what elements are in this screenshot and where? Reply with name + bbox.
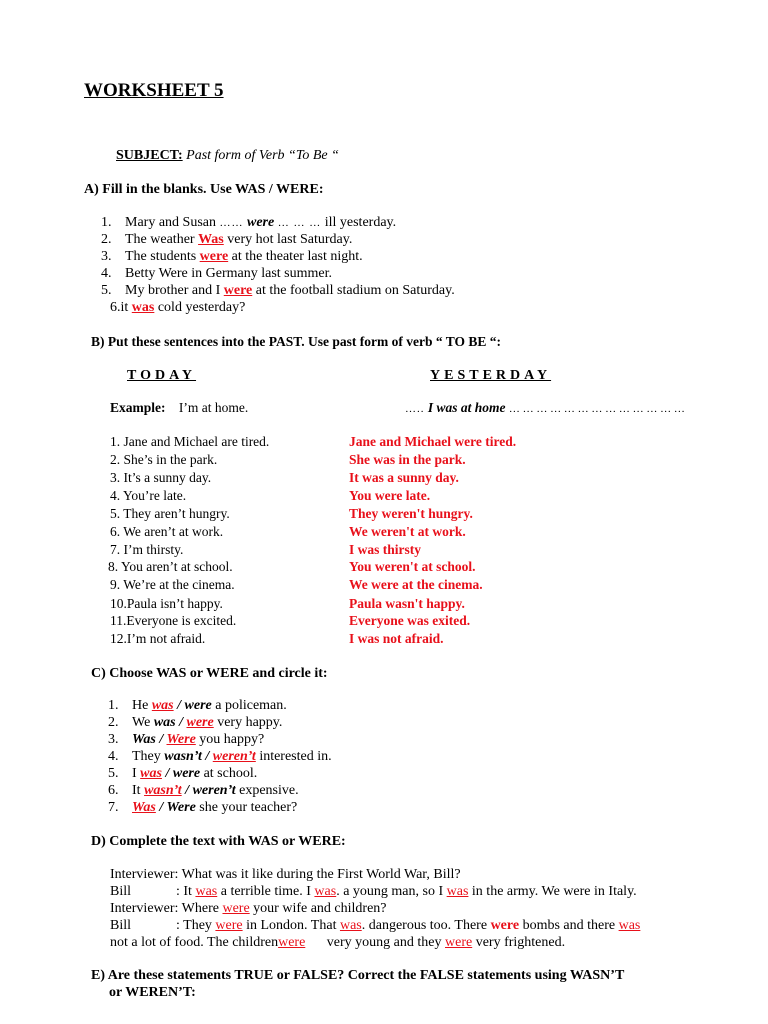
past-answer: Everyone was exited. xyxy=(349,613,471,628)
example-label: Example: xyxy=(110,400,166,415)
item-text: Mary and Susan xyxy=(125,215,216,230)
section-a-item xyxy=(101,282,455,299)
choice-selected: Was xyxy=(132,800,156,815)
answer: were xyxy=(278,935,306,950)
answer: were xyxy=(445,935,473,950)
today-sentence: 10.Paula isn’t happy. xyxy=(110,596,223,611)
item-text: at the football stadium on Saturday. xyxy=(255,283,455,298)
blank-dots: ….. xyxy=(405,403,425,415)
item-text: at the theater last night. xyxy=(231,249,363,264)
past-answer: You weren't at school. xyxy=(349,559,476,574)
item-text: it xyxy=(120,300,129,315)
answer: was xyxy=(314,884,337,899)
today-sentence: 7. I’m thirsty. xyxy=(110,542,184,557)
answer: was xyxy=(618,918,641,933)
answer: was xyxy=(339,918,362,933)
past-answer: They weren't hungry. xyxy=(349,506,473,521)
section-e-heading: E) Are these statements TRUE or FALSE? Correct the FALSE statements using WASN’T xyxy=(91,968,625,983)
item-text: My brother and I xyxy=(125,283,221,298)
section-a-item xyxy=(101,214,396,232)
example-row xyxy=(110,399,248,416)
past-answer: We were at the cinema. xyxy=(349,577,483,592)
section-a-item xyxy=(101,231,352,248)
today-sentence: 8. You aren’t at school. xyxy=(108,559,233,574)
choice-option: wasn’t xyxy=(164,749,202,764)
answer: were xyxy=(215,918,243,933)
item-text: The weather xyxy=(125,232,195,247)
past-answer: Jane and Michael were tired. xyxy=(349,434,517,449)
section-d-heading: D) Complete the text with WAS or WERE: xyxy=(91,834,346,849)
past-answer: She was in the park. xyxy=(349,452,466,467)
choice-option: were xyxy=(172,766,201,781)
choice-selected: Were xyxy=(166,732,196,747)
today-sentence: 9. We’re at the cinema. xyxy=(110,577,235,592)
dialogue-line: Bill : They were in London. That was. dangerous too. There were bombs and there was xyxy=(110,918,641,933)
today-sentence: 4. You’re late. xyxy=(110,488,187,503)
blank-dots: … … … xyxy=(277,217,322,229)
section-c-item: 2. We was / were very happy. xyxy=(108,715,283,730)
past-answer: I was thirsty xyxy=(349,542,422,557)
answer: was xyxy=(195,884,218,899)
past-answer: I was not afraid. xyxy=(349,631,444,646)
item-text: cold yesterday? xyxy=(157,300,246,315)
dialogue-line: Interviewer: What was it like during the First World War, Bill? xyxy=(110,867,461,882)
choice-selected: was xyxy=(151,698,174,713)
section-c-heading: C) Choose WAS or WERE and circle it: xyxy=(91,666,328,681)
today-sentence: 12.I’m not afraid. xyxy=(110,631,206,646)
answer: were xyxy=(222,901,250,916)
past-answer: You were late. xyxy=(349,488,431,503)
subject-text: Past form of Verb “To Be “ xyxy=(186,148,339,163)
section-c-item: 5. I was / were at school. xyxy=(108,766,258,781)
section-a-heading: A) Fill in the blanks. Use WAS / WERE: xyxy=(84,182,324,197)
subject-label: SUBJECT: xyxy=(116,148,183,163)
today-sentence: 11.Everyone is excited. xyxy=(110,613,237,628)
answer: were xyxy=(199,249,229,264)
item-number: 5. xyxy=(101,283,112,298)
item-number: 6. xyxy=(110,300,121,315)
item-number: 2. xyxy=(101,232,112,247)
example-answer: I was at home xyxy=(427,400,506,415)
choice-selected: wasn’t xyxy=(144,783,182,798)
dialogue-line: not a lot of food. The childrenwere very young and they were very frightened. xyxy=(110,935,566,950)
column-header-today: TODAY xyxy=(127,368,197,383)
item-number: 1. xyxy=(101,215,112,230)
section-b-heading: B) Put these sentences into the PAST. Use past form of verb “ TO BE “: xyxy=(91,334,501,349)
section-e-heading-cont: or WEREN’T: xyxy=(109,985,196,1000)
today-sentence: 5. They aren’t hungry. xyxy=(110,506,230,521)
section-c-item: 3. Was / Were you happy? xyxy=(108,732,265,747)
section-a-item xyxy=(101,248,363,265)
section-c-item: 1. He was / were a policeman. xyxy=(108,698,287,713)
today-sentence: 2. She’s in the park. xyxy=(110,452,218,467)
answer: was xyxy=(446,884,469,899)
choice-option: was xyxy=(153,715,176,730)
item-number: 4. xyxy=(101,266,112,281)
answer: Was xyxy=(198,232,224,247)
section-c-item: 6. It wasn’t / weren’t expensive. xyxy=(108,783,299,798)
section-c-item: 7. Was / Were she your teacher? xyxy=(108,800,298,815)
speaker: Bill xyxy=(110,918,132,933)
section-a-item xyxy=(110,299,245,316)
past-answer: It was a sunny day. xyxy=(349,470,459,485)
today-sentence: 1. Jane and Michael are tired. xyxy=(110,434,270,449)
today-sentence: 3. It’s a sunny day. xyxy=(110,470,212,485)
column-header-yesterday: YESTERDAY xyxy=(430,368,552,383)
past-answer: We weren't at work. xyxy=(349,524,466,539)
section-a-item xyxy=(101,265,332,282)
answer: were xyxy=(223,283,253,298)
choice-option: Was xyxy=(132,732,156,747)
choice-selected: was xyxy=(140,766,162,781)
section-c-item: 4. They wasn’t / weren’t interested in. xyxy=(108,749,332,764)
today-sentence: 6. We aren’t at work. xyxy=(110,524,224,539)
choice-selected: were xyxy=(186,715,214,730)
item-number: 3. xyxy=(101,249,112,264)
choice-option: Were xyxy=(166,800,196,815)
dialogue-line: Interviewer: Where were your wife and children? xyxy=(110,901,387,916)
item-text: ill yesterday. xyxy=(324,215,397,230)
choice-option: were xyxy=(184,698,212,713)
item-text: The students xyxy=(125,249,197,264)
choice-selected: weren’t xyxy=(212,749,256,764)
item-text: very hot last Saturday. xyxy=(227,232,353,247)
choice-option: weren’t xyxy=(192,783,236,798)
item-text: Betty Were in Germany last summer. xyxy=(125,266,333,281)
subject-line xyxy=(116,147,339,164)
answer: were xyxy=(490,918,520,933)
speaker: Bill xyxy=(110,884,132,899)
example-today: I’m at home. xyxy=(178,400,249,415)
dialogue-line: Bill : It was a terrible time. I was. a young man, so I was in the army. We were in Italy. xyxy=(110,884,637,899)
example-answer-row xyxy=(405,399,685,418)
answer: was xyxy=(131,300,155,315)
answer: were xyxy=(247,215,275,230)
worksheet-title: WORKSHEET 5 xyxy=(84,80,224,101)
past-answer: Paula wasn't happy. xyxy=(349,596,465,611)
blank-dots: …… xyxy=(219,217,244,229)
blank-dots: … … … … … … … … … … … … … xyxy=(508,403,685,415)
